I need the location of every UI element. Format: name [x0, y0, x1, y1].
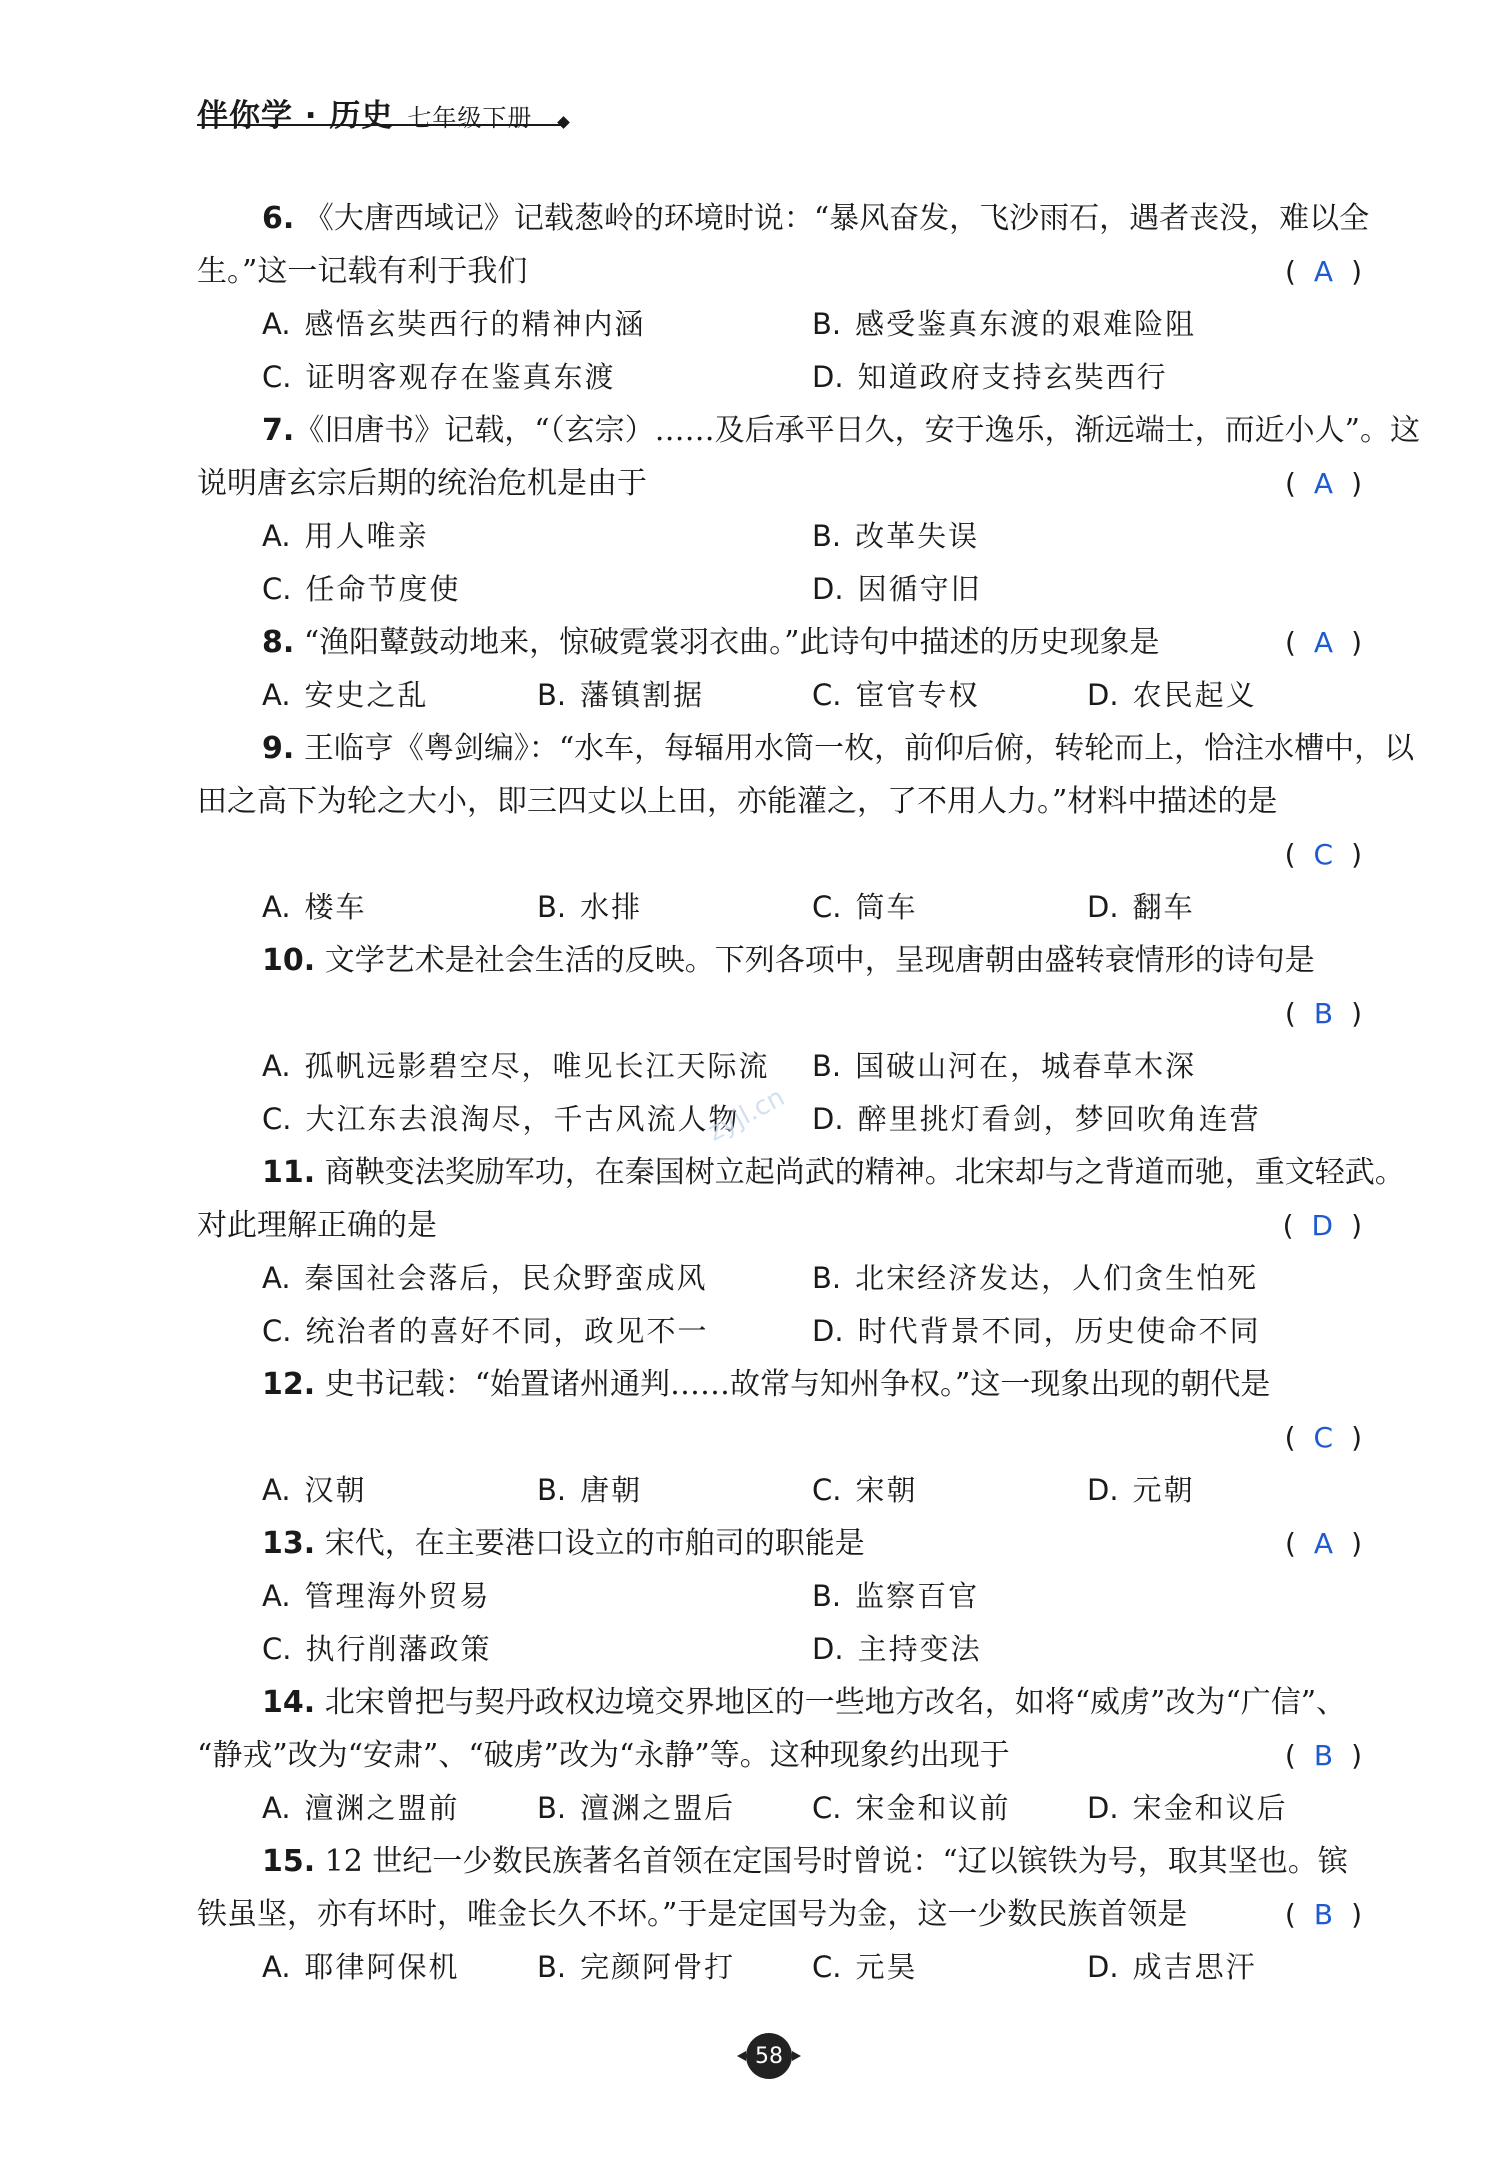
option-15d: D. 成吉思汗 — [1087, 1950, 1257, 1984]
question-7-line-2: 说明唐玄宗后期的统治危机是由于 ( A ) — [197, 457, 1362, 510]
answer-8: A — [1313, 626, 1334, 659]
question-8-line-1: 8. “渔阳鼙鼓动地来，惊破霓裳羽衣曲。”此诗句中描述的历史现象是 ( A ) — [197, 616, 1362, 669]
options-12 — [197, 1464, 1362, 1517]
option-6a: A. 感悟玄奘西行的精神内涵 — [262, 307, 646, 341]
answer-paren: ( C ) — [1284, 838, 1362, 871]
option-9a: A. 楼车 — [262, 890, 367, 924]
answer-paren: ( D ) — [1282, 1209, 1362, 1242]
option-9b: B. 水排 — [537, 890, 643, 924]
question-11-line-1: 11. 商鞅变法奖励军功，在秦国树立起尚武的精神。北宋却与之背道而驰，重文轻武。 — [262, 1155, 1405, 1190]
options-7-row2 — [197, 563, 1362, 616]
question-15-line-1: 15. 12 世纪一少数民族著名首领在定国号时曾说：“辽以镔铁为号，取其坚也。镔 — [262, 1844, 1348, 1879]
page-number: 58 — [746, 2033, 792, 2079]
option-15c: C. 元昊 — [812, 1950, 918, 1984]
question-14-line-2: “静戎”改为“安肃”、“破虏”改为“永静”等。这种现象约出现于 ( B ) — [197, 1729, 1362, 1782]
option-9d: D. 翻车 — [1087, 890, 1195, 924]
option-8b: B. 藩镇割据 — [537, 678, 705, 712]
book-title: 伴你学 · 历史 — [197, 98, 394, 134]
option-7d: D. 因循守旧 — [812, 572, 982, 606]
option-7a: A. 用人唯亲 — [262, 519, 429, 553]
options-6 — [197, 298, 1362, 351]
option-13b: B. 监察百官 — [812, 1579, 980, 1613]
option-12d: D. 元朝 — [1087, 1473, 1195, 1507]
answer-paren: ( A ) — [1284, 255, 1362, 288]
options-8 — [197, 669, 1362, 722]
question-12-line-1: 12. 史书记载：“始置诸州通判……故常与知州争权。”这一现象出现的朝代是 — [262, 1367, 1271, 1402]
answer-13: A — [1313, 1527, 1334, 1560]
header-diamond-icon — [557, 116, 570, 129]
question-9-line-2: 田之高下为轮之大小，即三四丈以上田，亦能灌之，了不用人力。”材料中描述的是 — [197, 784, 1278, 819]
question-13-line-1: 13. 宋代，在主要港口设立的市舶司的职能是 ( A ) — [197, 1517, 1362, 1570]
question-7-line-1: 7.《旧唐书》记载，“（玄宗）……及后承平日久，安于逸乐，渐远端士，而近小人”。这 — [262, 413, 1420, 448]
book-subtitle: 七年级下册 — [407, 104, 533, 132]
option-6d: D. 知道政府支持玄奘西行 — [812, 360, 1168, 394]
option-11c: C. 统治者的喜好不同，政见不一 — [262, 1314, 709, 1348]
option-6b: B. 感受鉴真东渡的艰难险阻 — [812, 307, 1197, 341]
question-6-line-2: 生。”这一记载有利于我们 ( A ) — [197, 245, 1362, 298]
answer-paren: ( A ) — [1284, 467, 1362, 500]
answer-7: A — [1313, 467, 1334, 500]
option-13c: C. 执行削藩政策 — [262, 1632, 492, 1666]
option-7c: C. 任命节度使 — [262, 572, 461, 606]
answer-12: C — [1313, 1421, 1334, 1454]
option-8c: C. 宦官专权 — [812, 678, 980, 712]
option-13a: A. 管理海外贸易 — [262, 1579, 491, 1613]
page-header — [197, 90, 532, 135]
answer-6: A — [1313, 255, 1334, 288]
header-rule — [197, 124, 565, 126]
option-6c: C. 证明客观存在鉴真东渡 — [262, 360, 616, 394]
question-6-line-1: 6. 《大唐西域记》记载葱岭的环境时说：“暴风奋发，飞沙雨石，遇者丧没，难以全 — [262, 201, 1370, 236]
answer-15: B — [1313, 1898, 1334, 1931]
option-14b: B. 澶渊之盟后 — [537, 1791, 736, 1825]
options-13 — [197, 1570, 1362, 1623]
option-12c: C. 宋朝 — [812, 1473, 918, 1507]
answer-paren: ( B ) — [1284, 1898, 1362, 1931]
option-15a: A. 耶律阿保机 — [262, 1950, 460, 1984]
option-14c: C. 宋金和议前 — [812, 1791, 1011, 1825]
answer-paren: ( B ) — [1284, 1739, 1362, 1772]
option-14d: D. 宋金和议后 — [1087, 1791, 1288, 1825]
options-13-row2 — [197, 1623, 1362, 1676]
option-10d: D. 醉里挑灯看剑，梦回吹角连营 — [812, 1102, 1261, 1136]
option-12b: B. 唐朝 — [537, 1473, 643, 1507]
question-12-answer-line — [197, 1411, 1362, 1464]
question-9-answer-line — [197, 828, 1362, 881]
option-8a: A. 安史之乱 — [262, 678, 429, 712]
option-13d: D. 主持变法 — [812, 1632, 982, 1666]
options-11 — [197, 1252, 1362, 1305]
option-11b: B. 北宋经济发达，人们贪生怕死 — [812, 1261, 1259, 1295]
options-15 — [197, 1941, 1362, 1994]
question-10-answer-line — [197, 987, 1362, 1040]
answer-10: B — [1313, 997, 1334, 1030]
answer-14: B — [1313, 1739, 1334, 1772]
answer-paren: ( B ) — [1284, 997, 1362, 1030]
question-14-line-1: 14. 北宋曾把与契丹政权边境交界地区的一些地方改名，如将“威虏”改为“广信”、 — [262, 1685, 1347, 1720]
answer-11: D — [1311, 1209, 1334, 1242]
options-14 — [197, 1782, 1362, 1835]
watermark: zyjl.cn — [702, 1082, 790, 1148]
question-9-line-1: 9. 王临亨《粤剑编》：“水车，每辐用水筒一枚，前仰后俯，转轮而上，恰注水槽中，以 — [262, 731, 1415, 766]
option-11a: A. 秦国社会落后，民众野蛮成风 — [262, 1261, 708, 1295]
options-6-row2 — [197, 351, 1362, 404]
option-10c: C. 大江东去浪淘尽，千古风流人物 — [262, 1102, 740, 1136]
answer-paren: ( A ) — [1284, 626, 1362, 659]
options-10 — [197, 1040, 1362, 1093]
option-12a: A. 汉朝 — [262, 1473, 367, 1507]
answer-paren: ( C ) — [1284, 1421, 1362, 1454]
options-7 — [197, 510, 1362, 563]
option-10b: B. 国破山河在，城春草木深 — [812, 1049, 1197, 1083]
option-11d: D. 时代背景不同，历史使命不同 — [812, 1314, 1261, 1348]
question-10-line-1: 10. 文学艺术是社会生活的反映。下列各项中，呈现唐朝由盛转衰情形的诗句是 — [262, 943, 1315, 978]
question-15-line-2: 铁虽坚，亦有坏时，唯金长久不坏。”于是定国号为金，这一少数民族首领是 ( B ) — [197, 1888, 1362, 1941]
option-10a: A. 孤帆远影碧空尽，唯见长江天际流 — [262, 1049, 770, 1083]
option-7b: B. 改革失误 — [812, 519, 980, 553]
answer-9: C — [1313, 838, 1334, 871]
option-9c: C. 筒车 — [812, 890, 918, 924]
option-14a: A. 澶渊之盟前 — [262, 1791, 460, 1825]
options-11-row2 — [197, 1305, 1362, 1358]
options-9 — [197, 881, 1362, 934]
option-8d: D. 农民起义 — [1087, 678, 1257, 712]
question-11-line-2: 对此理解正确的是 ( D ) — [197, 1199, 1362, 1252]
option-15b: B. 完颜阿骨打 — [537, 1950, 736, 1984]
answer-paren: ( A ) — [1284, 1527, 1362, 1560]
